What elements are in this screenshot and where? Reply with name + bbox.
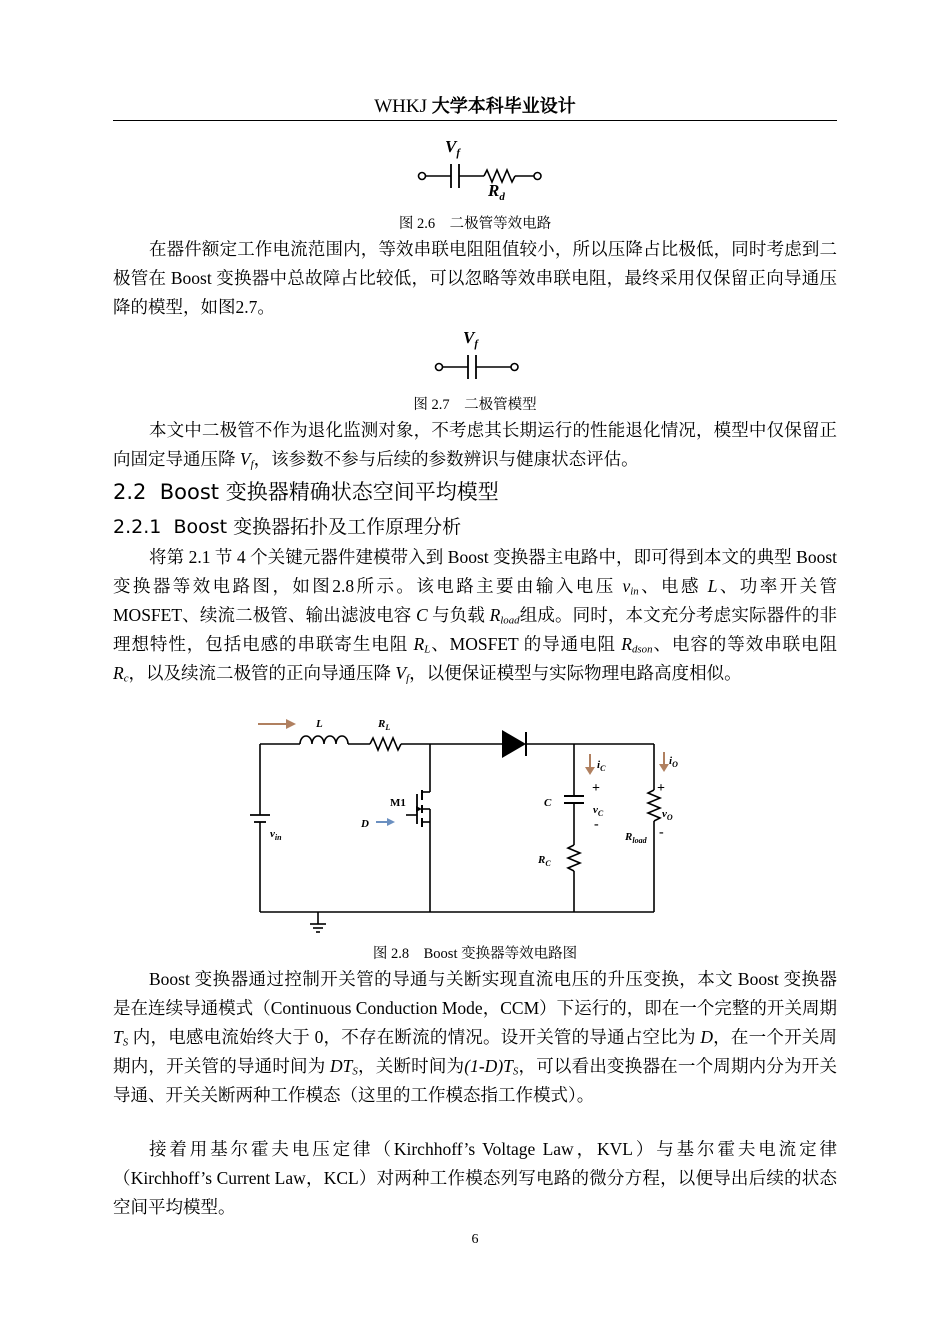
label-io: i — [669, 755, 673, 767]
figure-2-6-caption: 图 2.6 二极管等效电路 — [398, 216, 552, 232]
figure-2-6-diode-equivalent-circuit — [410, 136, 550, 204]
paragraph-diode-not-monitored: 本文中二极管不作为退化监测对象，不考虑其长期运行的性能退化情况，模型中仅保留正向固定导通压降 $V_f$，该参数不参与后续的参数辨识与健康状态评估。 — [113, 420, 837, 471]
figure-2-7-caption: 图 2.7 二极管模型 — [413, 397, 537, 413]
svg-text:Vf: $V_f$ — [463, 328, 479, 350]
label-rload: R — [625, 831, 633, 843]
gate-drive-arrow-icon — [376, 818, 395, 826]
page-header — [113, 94, 837, 121]
label-rl: R — [378, 718, 386, 730]
svg-text:iC: $i_C$ — [597, 759, 606, 773]
label-d: D — [361, 818, 369, 830]
input-current-arrow-icon — [258, 719, 296, 729]
header-prefix: WHKJ — [374, 96, 428, 117]
label-vin: v — [270, 828, 275, 840]
figure-2-7-diode-model — [425, 323, 525, 385]
output-current-arrow-icon — [659, 752, 669, 772]
paragraph-kvl-kcl: 接着用基尔霍夫电压定律（Kirchhoff’s Voltage Law，KVL）与基尔霍夫电流定律（Kirchhoff’s Current Law，KCL）对两种工作模态列写电路的微分方程，以便导出后续的状态空间平均模型。 — [113, 1139, 837, 1217]
fig26-vf-label: V — [445, 137, 457, 156]
vc-minus: - — [594, 817, 599, 832]
vc-plus: + — [592, 781, 600, 796]
subsection-heading: 2.2.1 Boost 变换器拓扑及工作原理分析 — [113, 516, 462, 538]
label-ic: i — [597, 759, 601, 771]
label-capacitor: C — [544, 797, 552, 809]
svg-text:Rd: $R_d$ — [488, 181, 505, 203]
figure-2-8-boost-circuit — [236, 712, 696, 938]
svg-text:RC: $R_C$ — [538, 854, 551, 868]
vo-minus: - — [659, 825, 664, 840]
capacitor-current-arrow-icon — [585, 754, 595, 775]
page-number: 6 — [471, 1232, 479, 1247]
svg-text:RL: $R_L$ — [378, 718, 391, 732]
vo-plus: + — [657, 781, 665, 796]
fig27-vf-label: V — [463, 328, 475, 347]
label-vo: v — [662, 808, 667, 820]
svg-text:vC: $v_C$ — [593, 804, 604, 818]
svg-text:vO: $v_O$ — [662, 808, 673, 822]
paragraph-ccm-operation: Boost 变换器通过控制开关管的导通与关断实现直流电压的升压变换，本文 Boost 变换器是在连续导通模式（Continuous Conduction Mode，CCM）下运行的，即在一个完整的开关周期 $T_S$ 内，电感电流始终大于 0，不存在断流的情况。设开关管的导通占空比为 D，在一个开关周期内，开关管的导通时间为 $DT_S$，关断时间为$(1-D)T_S$，可以看出变换器在一个周期内分为开关导通、开关关断两种工作模态（这里的工作模态指工作模式）。 — [113, 969, 838, 1105]
header-title: 大学本科毕业设计 — [431, 96, 576, 117]
svg-text:iO: $i_O$ — [669, 755, 678, 769]
paragraph-diode-model: 在器件额定工作电流范围内，等效串联电阻阻值较小，所以压降占比极低，同时考虑到二极管在 Boost 变换器中总故障占比较低，可以忽略等效串联电阻，最终采用仅保留正向导通压降的模型，如图2.7。 — [113, 239, 837, 317]
svg-text:Rload: $R_{load}$ — [625, 831, 647, 845]
label-rc: R — [538, 854, 546, 866]
svg-text:Vf: $V_f$ — [445, 137, 461, 159]
label-inductor: L — [316, 718, 323, 730]
svg-text:vin: $v_{in}$ — [270, 828, 282, 842]
figure-2-8-caption: 图 2.8 Boost 变换器等效电路图 — [372, 946, 578, 962]
label-m1: M1 — [390, 797, 406, 809]
fig26-rd-label: R — [488, 181, 500, 200]
section-heading: 2.2 Boost 变换器精确状态空间平均模型 — [113, 480, 499, 504]
paragraph-topology: 将第 2.1 节 4 个关键元器件建模带入到 Boost 变换器主电路中，即可得到本文的典型 Boost 变换器等效电路图，如图2.8所示。该电路主要由输入电压 $v_{in}$、电感 L、功率开关管 MOSFET、续流二极管、输出滤波电容 C 与负载 $R_{load}$组成。同时，本文充分考虑实际器件的非理想特性，包括电感的串联寄生电阻 $R_L$、MOSFET 的导通电阻 $R_{dson}$、电容的等效串联电阻 $R_c$，以及续流二极管的正向导通压降 $V_f$，以便保证模型与实际物理电路高度相似。 — [113, 547, 838, 685]
label-vc: v — [593, 804, 598, 816]
